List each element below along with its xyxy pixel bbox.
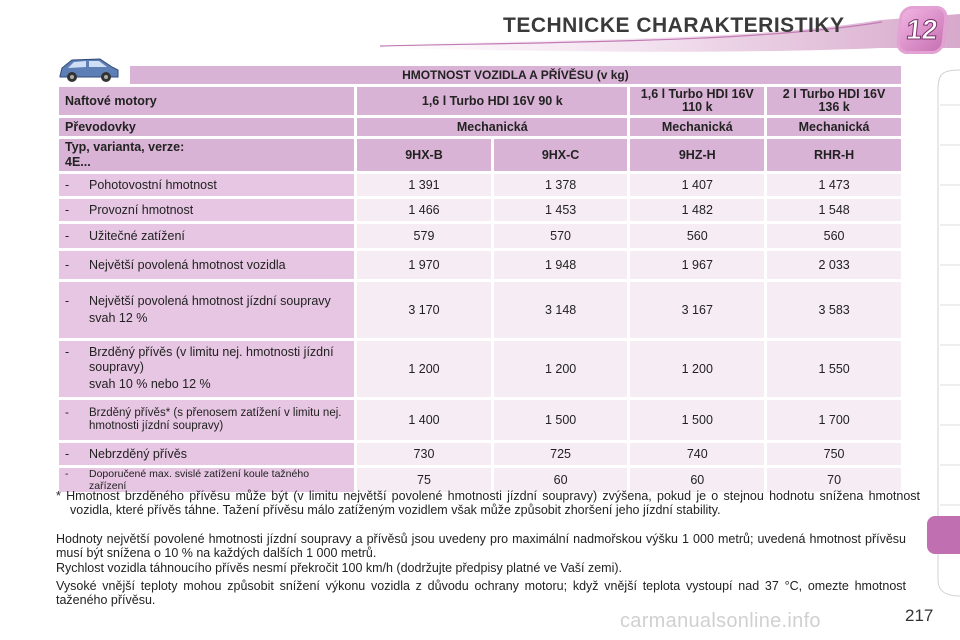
row-value: 1 473	[767, 174, 901, 196]
table-row	[59, 341, 901, 397]
type-label-line1: Typ, varianta, verze:	[65, 140, 185, 154]
row-value: 1 378	[494, 174, 628, 196]
table-title: HMOTNOST VOZIDLA A PŘÍVĚSU (v kg)	[130, 66, 901, 84]
gearbox-1: Mechanická	[357, 118, 627, 136]
row-label-cell	[59, 174, 354, 196]
table-row	[59, 400, 901, 440]
row-label: Pohotovostní hmotnost	[89, 177, 217, 192]
row-value: 2 033	[767, 251, 901, 279]
type-9hx-b: 9HX-B	[357, 139, 491, 171]
row-dash: -	[65, 293, 70, 308]
chapter-tab-active[interactable]	[927, 516, 960, 554]
table-row	[59, 443, 901, 465]
row-value: 570	[494, 224, 628, 248]
row-value: 3 170	[357, 282, 491, 338]
note-temperature: Vysoké vnější teploty mohou způsobit snížení výkonu vozidla z důvodu ochrany motoru; když vnější teplota vystoupí nad 37 °C, omezte hmotnost taženého přívěsu.	[56, 579, 906, 607]
row-label: Nebrzděný přívěs	[89, 446, 187, 461]
engine-90: 1,6 l Turbo HDI 16V 90 k	[357, 87, 627, 115]
row-value: 60	[630, 468, 764, 492]
row-value: 1 200	[494, 341, 628, 397]
row-value: 750	[767, 443, 901, 465]
row-value: 1 500	[630, 400, 764, 440]
row-label: Užitečné zatížení	[89, 228, 185, 243]
type-rhr-h: RHR-H	[767, 139, 901, 171]
row-label: Doporučené max. svislé zatížení koule tažného zařízení	[89, 468, 310, 492]
row-value: 740	[630, 443, 764, 465]
type-label-line2: 4E...	[65, 155, 91, 169]
row-value: 70	[767, 468, 901, 492]
chapter-number: 12	[904, 14, 940, 45]
row-value: 1 967	[630, 251, 764, 279]
table-title-row	[59, 66, 901, 84]
row-value: 1 453	[494, 199, 628, 221]
row-value: 1 548	[767, 199, 901, 221]
row-value: 1 400	[357, 400, 491, 440]
row-value: 730	[357, 443, 491, 465]
row-dash: -	[65, 468, 69, 480]
row-value: 1 407	[630, 174, 764, 196]
row-value: 579	[357, 224, 491, 248]
row-label-cell	[59, 224, 354, 248]
row-value: 1 200	[630, 341, 764, 397]
type-row	[59, 139, 901, 171]
row-value: 1 970	[357, 251, 491, 279]
row-value: 75	[357, 468, 491, 492]
row-value: 1 550	[767, 341, 901, 397]
row-label-cell	[59, 199, 354, 221]
table-body	[59, 174, 901, 492]
row-dash: -	[65, 228, 70, 243]
row-value: 1 391	[357, 174, 491, 196]
row-value: 1 700	[767, 400, 901, 440]
table-row	[59, 251, 901, 279]
row-value: 1 948	[494, 251, 628, 279]
note-altitude: Hodnoty největší povolené hmotnosti jízdní soupravy a přívěsů jsou uvedeny pro maximální nadmořskou výšku 1 000 metrů; uvedená hmotnost přívěsu musí být snížena o 10 % na každých dalších 1 000 metrů.	[56, 532, 906, 560]
engine-row	[59, 87, 901, 115]
row-label: Největší povolená hmotnost vozidla	[89, 257, 286, 272]
row-value: 560	[630, 224, 764, 248]
gearbox-row	[59, 118, 901, 136]
row-label-cell	[59, 400, 354, 440]
row-value: 60	[494, 468, 628, 492]
table-row	[59, 224, 901, 248]
row-value: 3 167	[630, 282, 764, 338]
gearbox-label: Převodovky	[59, 118, 354, 136]
gearbox-3: Mechanická	[767, 118, 901, 136]
row-sublabel: svah 10 % nebo 12 %	[89, 377, 211, 391]
row-value: 1 466	[357, 199, 491, 221]
type-9hz-h: 9HZ-H	[630, 139, 764, 171]
page-number: 217	[905, 606, 934, 625]
page-title: TECHNICKE CHARAKTERISTIKY	[503, 14, 845, 37]
chapter-badge	[895, 6, 948, 54]
gearbox-2: Mechanická	[630, 118, 764, 136]
engine-label: Naftové motory	[59, 87, 354, 115]
row-label-cell	[59, 282, 354, 338]
engine-136: 2 l Turbo HDI 16V 136 k	[767, 87, 901, 115]
row-dash: -	[65, 202, 70, 217]
watermark: carmanualsonline.info	[620, 610, 821, 632]
row-value: 3 148	[494, 282, 628, 338]
row-dash: -	[65, 407, 69, 419]
row-value: 725	[494, 443, 628, 465]
row-dash: -	[65, 257, 70, 272]
row-label-cell	[59, 251, 354, 279]
footnote-trailer-weight: * Hmotnost brzděného přívěsu může být (v limitu největší povolené hmotnosti jízdní soupravy) zvýšena, pokud je o stejnou hodnotu snížena hmotnost vozidla, které přívěs táhne. Tažení přívěsu málo zatíženým vozidlem však může způsobit zhoršení jeho jízdní stability.	[56, 489, 920, 517]
row-label: Brzděný přívěs* (s přenosem zatížení v limitu nej. hmotnosti jízdní soupravy)	[89, 407, 342, 432]
row-value: 1 200	[357, 341, 491, 397]
row-value: 560	[767, 224, 901, 248]
table-row	[59, 174, 901, 196]
weights-table	[56, 63, 904, 495]
type-9hx-c: 9HX-C	[494, 139, 628, 171]
row-dash: -	[65, 446, 70, 461]
row-label: Největší povolená hmotnost jízdní soupravy	[89, 293, 331, 308]
note-speed: Rychlost vozidla táhnoucího přívěs nesmí překročit 100 km/h (dodržujte předpisy platné ve Vaší zemi).	[56, 561, 623, 575]
row-value: 3 583	[767, 282, 901, 338]
row-value: 1 482	[630, 199, 764, 221]
row-label-cell	[59, 443, 354, 465]
row-dash: -	[65, 345, 70, 359]
row-label: Provozní hmotnost	[89, 202, 194, 217]
row-label: Brzděný přívěs (v limitu nej. hmotnosti jízdní soupravy)	[89, 345, 334, 374]
table-row	[59, 282, 901, 338]
row-sublabel: svah 12 %	[89, 310, 148, 325]
row-dash: -	[65, 177, 70, 192]
row-label-cell	[59, 341, 354, 397]
engine-110: 1,6 l Turbo HDI 16V 110 k	[630, 87, 764, 115]
row-value: 1 500	[494, 400, 628, 440]
type-label	[59, 139, 354, 171]
table-row	[59, 199, 901, 221]
